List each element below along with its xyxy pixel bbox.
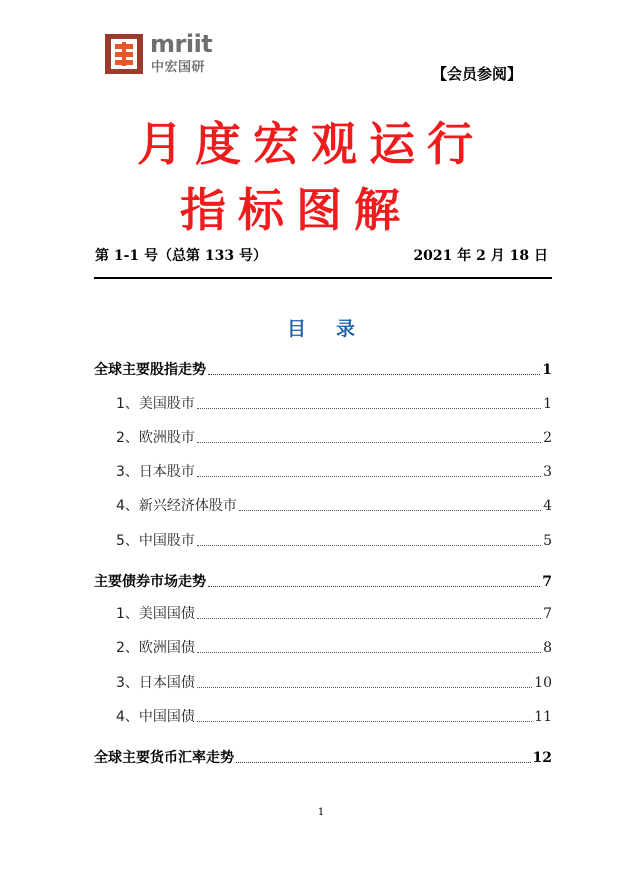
toc-entry-label: 5、中国股市: [116, 533, 195, 549]
toc-entry-page: 1: [542, 362, 552, 378]
toc-leader-dots: [236, 762, 531, 763]
toc-subsection-entry[interactable]: [94, 671, 552, 693]
logo: [103, 30, 223, 80]
toc-leader-dots: [197, 545, 541, 546]
toc-entry-label: 主要债券市场走势: [94, 574, 206, 590]
toc-leader-dots: [208, 374, 540, 375]
toc-leader-dots: [197, 652, 541, 653]
toc-entry-label: 2、欧洲国债: [116, 640, 195, 656]
toc-subsection-entry[interactable]: [94, 460, 552, 482]
toc-entry-label: 2、欧洲股市: [116, 430, 195, 446]
toc-entry-label: 3、日本国债: [116, 675, 195, 691]
toc-leader-dots: [197, 408, 541, 409]
toc-entry-page: 2: [543, 430, 552, 446]
report-title-line1: 月度宏观运行: [137, 117, 485, 171]
toc-section-entry[interactable]: [94, 746, 552, 768]
toc-entry-page: 12: [532, 750, 552, 766]
toc-entry-label: 全球主要货币汇率走势: [94, 750, 234, 766]
toc-leader-dots: [197, 476, 541, 477]
toc-subsection-entry[interactable]: [94, 705, 552, 727]
toc-leader-dots: [208, 586, 540, 587]
toc-entry-page: 8: [543, 640, 552, 656]
toc-entry-label: 3、日本股市: [116, 464, 195, 480]
member-badge: 【会员参阅】: [432, 65, 523, 83]
toc-entry-label: 4、新兴经济体股市: [116, 498, 237, 514]
publish-date: 2021 年 2 月 18 日: [413, 248, 548, 264]
toc-subsection-entry[interactable]: [94, 636, 552, 658]
header-divider: [94, 277, 552, 279]
toc-entry-label: 全球主要股指走势: [94, 362, 206, 378]
toc-subsection-entry[interactable]: [94, 529, 552, 551]
report-title-line2: 指标图解: [180, 183, 412, 237]
toc-entry-page: 4: [543, 498, 552, 514]
toc-heading: 目录: [286, 318, 385, 340]
toc-subsection-entry[interactable]: [94, 426, 552, 448]
toc-leader-dots: [197, 687, 532, 688]
toc-entry-page: 1: [543, 396, 552, 412]
toc-leader-dots: [239, 510, 541, 511]
toc-entry-page: 3: [543, 464, 552, 480]
toc-entry-label: 1、美国国债: [116, 606, 195, 622]
toc-subsection-entry[interactable]: [94, 602, 552, 624]
toc-leader-dots: [197, 442, 541, 443]
toc-entry-page: 5: [543, 533, 552, 549]
logo-chinese-name: 中宏国研: [151, 60, 206, 75]
toc-leader-dots: [197, 618, 541, 619]
toc-leader-dots: [197, 721, 532, 722]
toc-entry-page: 7: [542, 574, 552, 590]
toc-subsection-entry[interactable]: [94, 392, 552, 414]
issue-number: 第 1-1 号（总第 133 号）: [95, 248, 268, 264]
mriit-logo-icon: [103, 32, 145, 76]
toc-entry-label: 4、中国国债: [116, 709, 195, 725]
toc-section-entry[interactable]: [94, 358, 552, 380]
toc-entry-page: 10: [534, 675, 552, 691]
toc-subsection-entry[interactable]: [94, 494, 552, 516]
toc-entry-page: 7: [543, 606, 552, 622]
toc-section-entry[interactable]: [94, 570, 552, 592]
page-number: 1: [317, 807, 325, 818]
toc-entry-label: 1、美国股市: [116, 396, 195, 412]
logo-wordmark: mriit: [150, 30, 213, 58]
toc-entry-page: 11: [534, 709, 552, 725]
